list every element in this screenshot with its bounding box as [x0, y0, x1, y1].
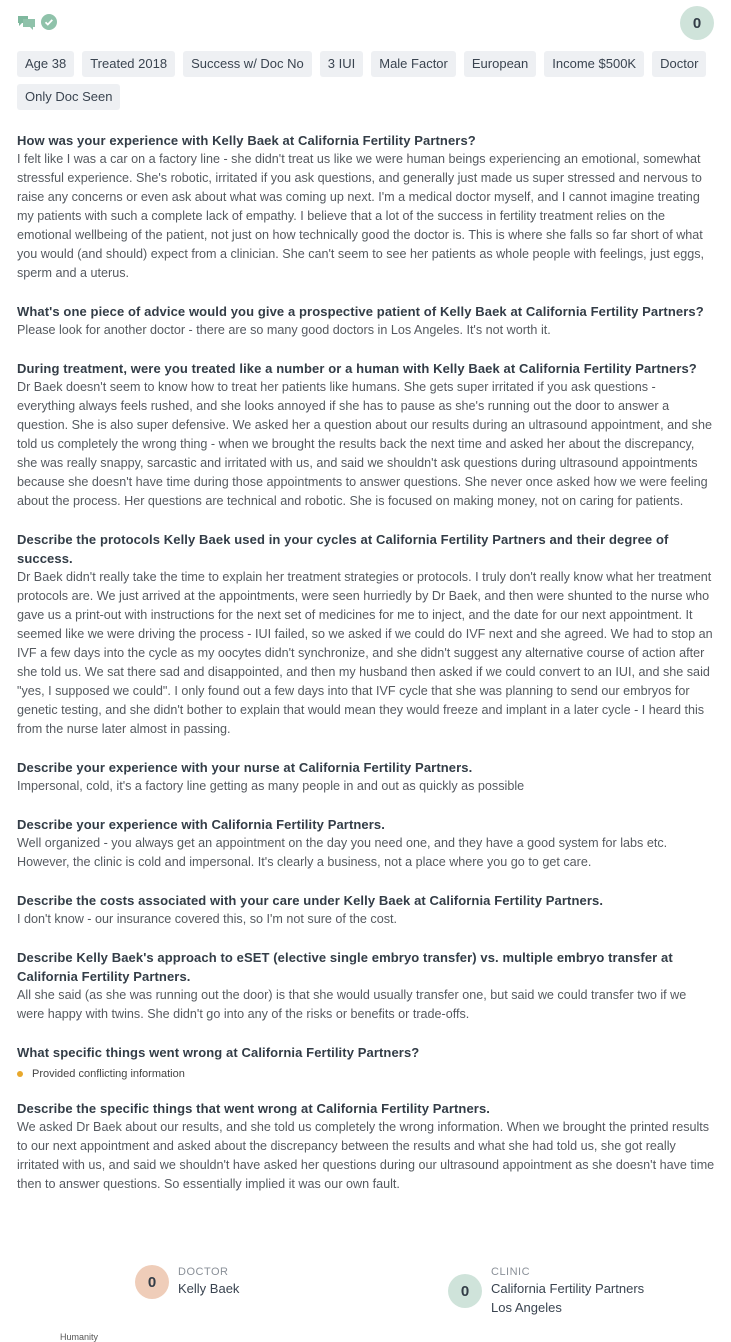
clinic-city: Los Angeles	[491, 1300, 562, 1315]
answer: I don't know - our insurance covered this, so I'm not sure of the cost.	[17, 912, 398, 926]
doctor-card[interactable]	[135, 1265, 239, 1299]
patient-tags	[17, 51, 717, 110]
tag-occupation: Doctor	[652, 51, 706, 77]
tag-treatment: 3 IUI	[320, 51, 363, 77]
answer: Well organized - you always get an appointment on the day you need one, and they have a good system for labs etc. However, the clinic is cold and impersonal. It's clearly a business, not a place where you go to get care.	[17, 836, 668, 869]
question: During treatment, were you treated like a number or a human with Kelly Baek at California Fertility Partners?	[17, 361, 697, 376]
bullet-dot-icon	[17, 1071, 23, 1077]
chat-bubbles-icon	[17, 13, 37, 36]
question: Describe the specific things that went wrong at California Fertility Partners.	[17, 1101, 491, 1116]
question: Describe your experience with California Fertility Partners.	[17, 817, 385, 832]
tag-ethnicity: European	[464, 51, 536, 77]
answer: Please look for another doctor - there are so many good doctors in Los Angeles. It's not worth it.	[17, 323, 551, 337]
question: What specific things went wrong at California Fertility Partners?	[17, 1045, 420, 1060]
answer: I felt like I was a car on a factory line - she didn't treat us like we were human beings experiencing an emotional, somewhat stressful experience. She's robotic, irritated if you ask questions, and generally just made us super stressed and nervous to raise any concerns or even ask about what was coming up next. I'm a medical doctor myself, and I cannot imagine treating my patients with such a complete lack of empathy. I believe that a lot of the success in fertility treatment relies on the emotional wellbeing of the patient, not just on how technically good the doctor is. This is where she falls so far short of what you would (and should) expect from a clinician. She can't seem to see her patients as whole people with feelings, just eggs, sperm and a uterus.	[17, 152, 705, 280]
review-score-badge: 0	[680, 6, 714, 40]
clinic-name[interactable]: California Fertility Partners	[491, 1281, 645, 1296]
question: Describe the protocols Kelly Baek used in your cycles at California Fertility Partners and their degree of success.	[17, 532, 669, 566]
clinic-score: 0	[448, 1274, 482, 1308]
question: Describe your experience with your nurse at California Fertility Partners.	[17, 760, 473, 775]
issue-item	[17, 1068, 717, 1080]
tag-income: Income $500K	[544, 51, 644, 77]
answer: Impersonal, cold, it's a factory line getting as many people in and out as quickly as possible	[17, 779, 525, 793]
issue-label: Provided conflicting information	[32, 1068, 185, 1080]
review-header	[17, 10, 714, 38]
humanity-label: Humanity	[60, 1332, 99, 1342]
answer: Dr Baek didn't really take the time to explain her treatment strategies or protocols. I truly don't really know what her treatment protocols are. We just arrived at the appointments, were seen hurriedly by Dr Baek, and then were shunted to the nurse who gave us a print-out with instructions for the next set of medicines for me to inject, and the date for our next appointment. It seemed like we were driving the process - IUI failed, so we asked if we could do IVF next and she agreed. We had to stop an IVF a few days into the cycle as my oocytes didn't synchronize, and she didn't suggest any alternative course of action after she told us. We sat there sad and disappointed, and then my husband then asked if we could convert to an IUI, and she said "yes, I supposed we could". I only found out a few days into that IVF cycle that she was planning to send our embryos for genetic testing, and she didn't bother to explain that would mean they would freeze and implant in a later cycle - I heard this from the nurse later almost in passing.	[17, 570, 713, 736]
tag-diagnosis: Male Factor	[371, 51, 456, 77]
question: Describe Kelly Baek's approach to eSET (elective single embryo transfer) vs. multiple embryo transfer at California Fertility Partners.	[17, 950, 673, 984]
tag-doc-seen: Only Doc Seen	[17, 84, 120, 110]
question: How was your experience with Kelly Baek at California Fertility Partners?	[17, 133, 476, 148]
tag-treated: Treated 2018	[82, 51, 175, 77]
tag-age: Age 38	[17, 51, 74, 77]
question: Describe the costs associated with your care under Kelly Baek at California Fertility Partners.	[17, 893, 604, 908]
doctor-name[interactable]: Kelly Baek	[178, 1281, 240, 1296]
answer: Dr Baek doesn't seem to know how to treat her patients like humans. She gets super irritated if you ask questions - everything always feels rushed, and she looks annoyed if she has to pause as she's running out the door to answer a question. She is also super defensive. We asked her a question about our results during an ultrasound appointment, and she told us completely the wrong thing - when we brought the results back the next time and asked her about the discrepancy, she was really snappy, sarcastic and irritated with us, and said we shouldn't ask questions during ultrasound appointments because she doesn't have time during those appointments to answer questions. She never once asked how we were feeling about the process. Her questions are technical and robotic. She is focused on making money, not on caring for patients.	[17, 380, 712, 508]
question: What's one piece of advice would you give a prospective patient of Kelly Baek at California Fertility Partners?	[17, 304, 704, 319]
verified-badge-icon	[40, 13, 58, 36]
answer: All she said (as she was running out the door) is that she would usually transfer one, but said we could transfer two if we were happy with twins. She didn't go into any of the risks or benefits or trade-offs.	[17, 988, 687, 1021]
tag-success: Success w/ Doc No	[183, 51, 312, 77]
doctor-score: 0	[135, 1265, 169, 1299]
review-content	[17, 131, 717, 1213]
answer: We asked Dr Baek about our results, and she told us completely the wrong information. When we brought the printed results to our next appointment and asked about the discrepancy between the results and what she had told us, she got really irritated with us, and said we shouldn't have asked her questions during our ultrasound appointment as she doesn't have time then to answer questions. So essentially implied it was our own fault.	[17, 1120, 715, 1191]
clinic-label: CLINIC	[491, 1266, 531, 1278]
clinic-card[interactable]	[448, 1265, 644, 1317]
doctor-label: DOCTOR	[178, 1266, 229, 1278]
